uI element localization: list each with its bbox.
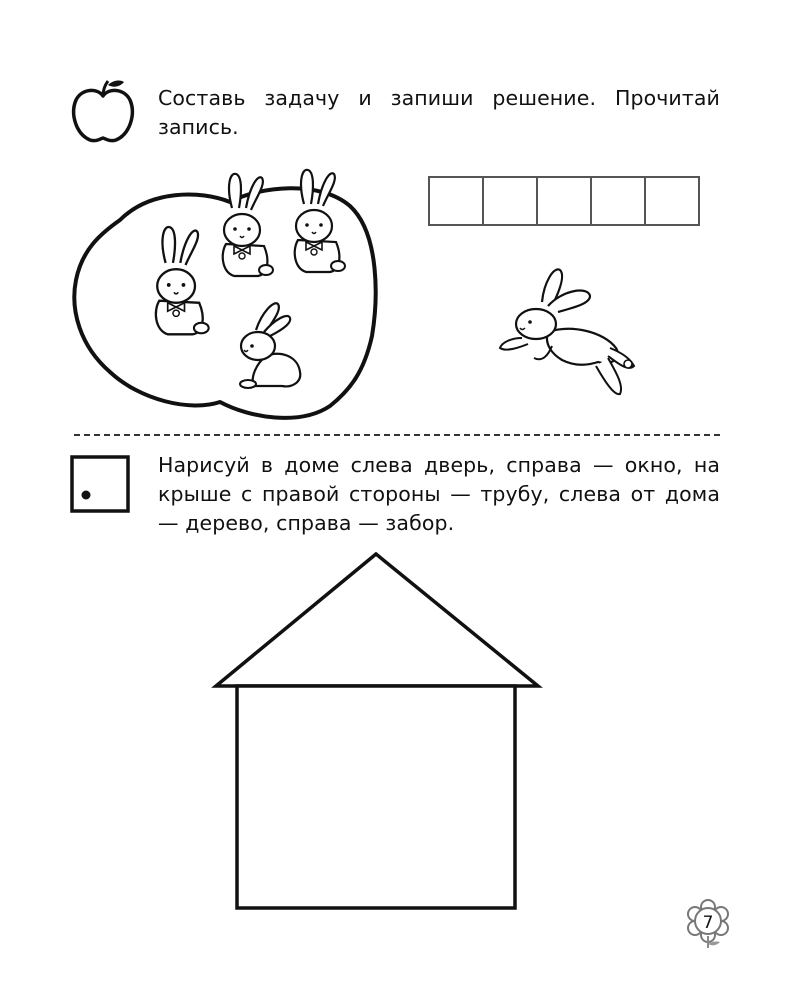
square-dot-icon	[70, 455, 132, 515]
house-roof	[216, 554, 538, 686]
answer-boxes	[428, 176, 700, 226]
answer-cell[interactable]	[536, 176, 592, 226]
answer-cell[interactable]	[590, 176, 646, 226]
answer-cell[interactable]	[428, 176, 484, 226]
section-divider	[74, 434, 720, 436]
bunnies-meadow-illustration	[60, 150, 400, 430]
house-wall	[237, 686, 515, 908]
page-number: 7	[702, 913, 714, 933]
apple-icon	[68, 76, 140, 148]
task2-instruction: Нарисуй в доме слева дверь, справа — окно, на крыше с правой стороны — трубу, слева от дома — дерево, справа — забор.	[158, 453, 720, 535]
task1-instruction: Составь задачу и запиши решение. Прочитай запись.	[158, 86, 720, 139]
house-outline	[210, 548, 546, 914]
answer-cell[interactable]	[644, 176, 700, 226]
answer-cell[interactable]	[482, 176, 538, 226]
running-bunny-illustration	[492, 262, 642, 412]
